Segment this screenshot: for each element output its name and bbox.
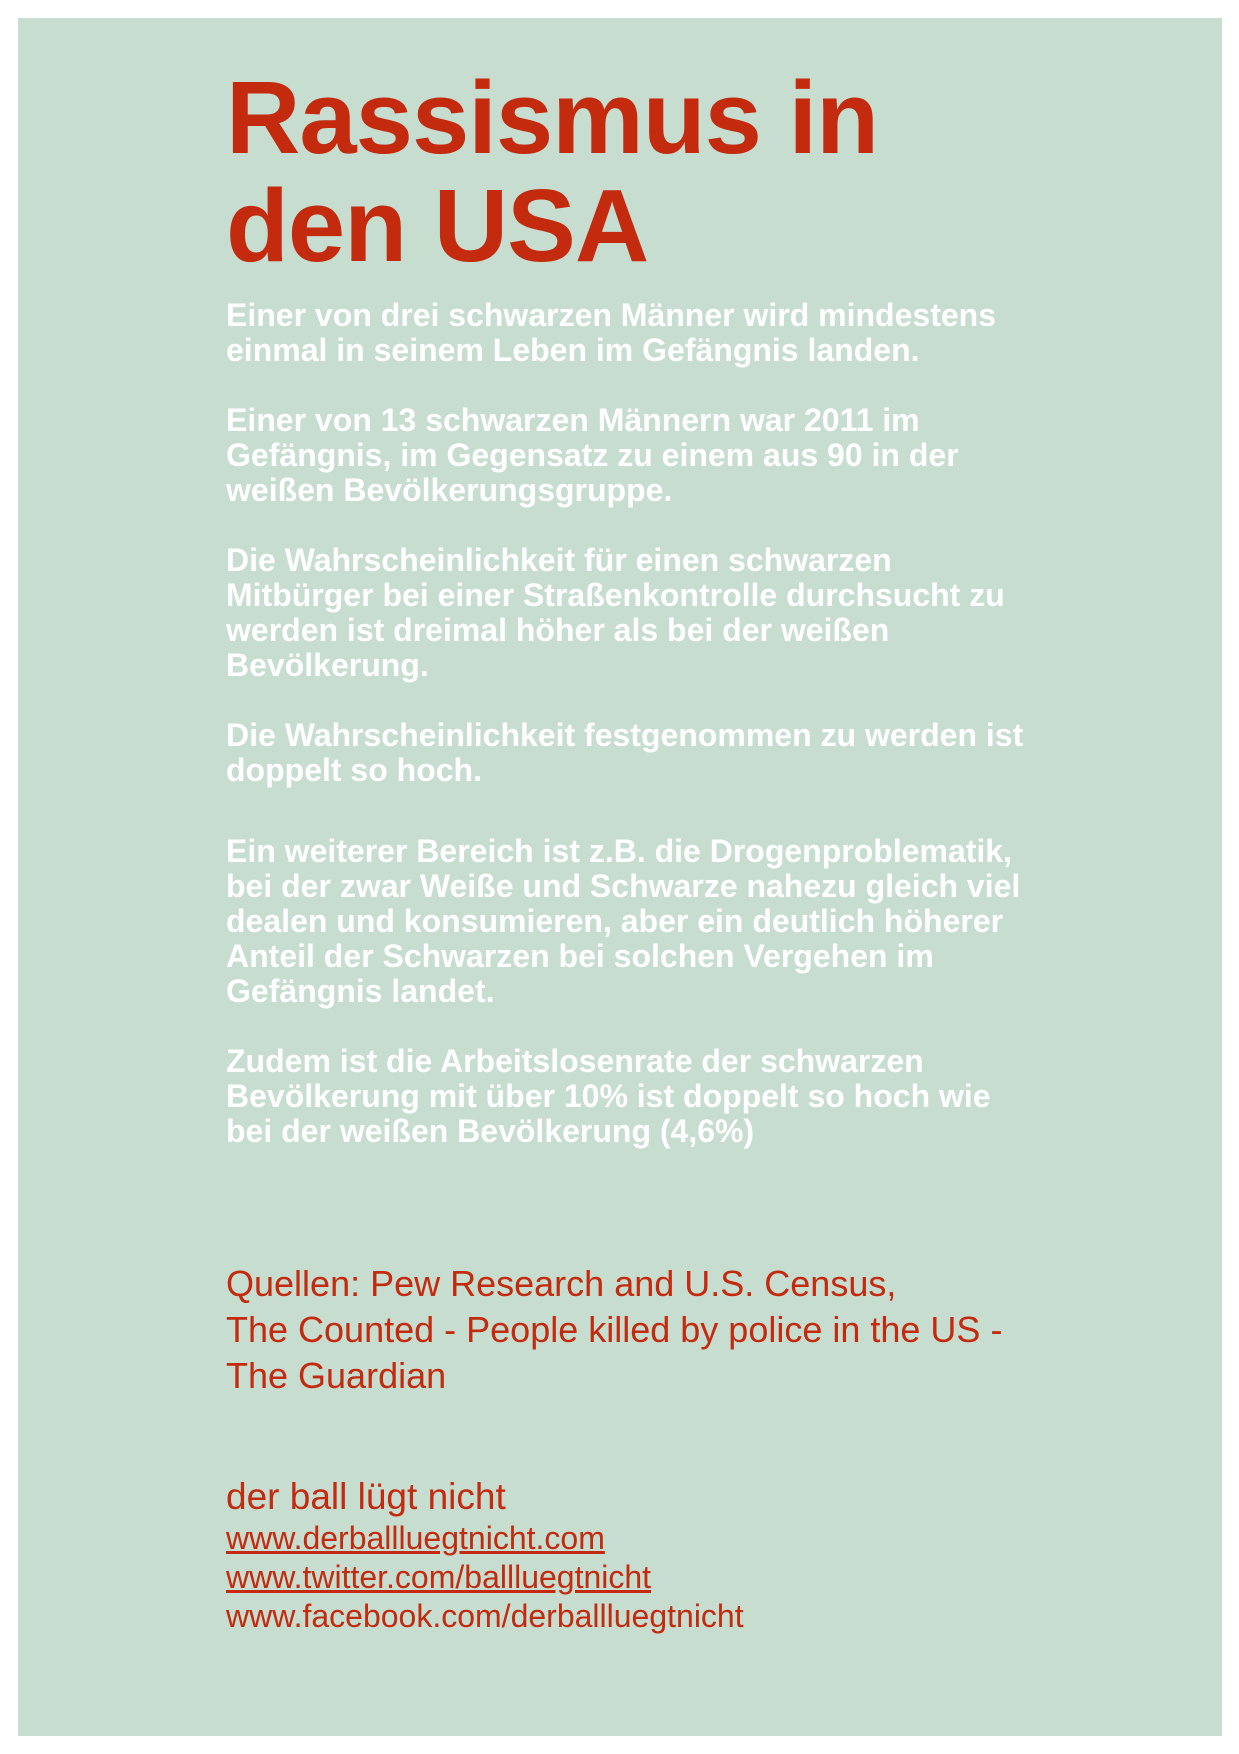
poster — [18, 18, 1222, 1736]
twitter-link[interactable]: www.twitter.com/ballluegtnicht — [226, 1559, 652, 1595]
text-line: einmal in seinem Leben im Gefängnis landen. — [226, 332, 920, 368]
facebook-link[interactable]: www.facebook.com/derballluegtnicht — [226, 1598, 744, 1634]
text-line: Die Wahrscheinlichkeit festgenommen zu werden ist — [226, 717, 1024, 753]
text-line: bei der weißen Bevölkerung (4,6%) — [226, 1113, 755, 1149]
text-line: dealen und konsumieren, aber ein deutlich höherer — [226, 903, 1004, 939]
sources-line: The Guardian — [226, 1355, 447, 1396]
text-line: Zudem ist die Arbeitslosenrate der schwarzen — [226, 1043, 924, 1079]
text-line: weißen Bevölkerungsgruppe. — [226, 472, 673, 508]
text-line: Gefängnis, im Gegensatz zu einem aus 90 in der — [226, 437, 959, 473]
text-line: Einer von 13 schwarzen Männern war 2011 im — [226, 402, 920, 438]
sources-section — [226, 1261, 1186, 1399]
fact-paragraph — [226, 403, 1186, 508]
text-line: Gefängnis landet. — [226, 973, 495, 1009]
fact-paragraph — [226, 298, 1186, 368]
title-line: den USA — [226, 168, 649, 283]
text-line: doppelt so hoch. — [226, 752, 482, 788]
website-link[interactable]: www.derballluegtnicht.com — [226, 1520, 605, 1556]
fact-paragraph — [226, 1044, 1186, 1149]
text-line: Die Wahrscheinlichkeit für einen schwarzen — [226, 542, 892, 578]
sources-line: The Counted - People killed by police in the US - — [226, 1309, 1003, 1350]
fact-paragraph — [226, 834, 1186, 1009]
text-line: werden ist dreimal höher als bei der weißen — [226, 612, 890, 648]
text-line: Bevölkerung mit über 10% ist doppelt so hoch wie — [226, 1078, 991, 1114]
text-line: Einer von drei schwarzen Männer wird mindestens — [226, 297, 996, 333]
page-title — [226, 60, 1186, 283]
poster-content — [226, 60, 1186, 1636]
brand-name: der ball lügt nicht — [226, 1476, 506, 1517]
brand-section — [226, 1475, 1186, 1636]
text-line: bei der zwar Weiße und Schwarze nahezu gleich viel — [226, 868, 1021, 904]
text-line: Ein weiterer Bereich ist z.B. die Drogenproblematik, — [226, 833, 1012, 869]
title-line: Rassismus in — [226, 60, 879, 175]
fact-paragraph — [226, 718, 1186, 788]
text-line: Anteil der Schwarzen bei solchen Vergehen im — [226, 938, 934, 974]
text-line: Bevölkerung. — [226, 647, 429, 683]
sources-line: Quellen: Pew Research and U.S. Census, — [226, 1263, 897, 1304]
text-line: Mitbürger bei einer Straßenkontrolle durchsucht zu — [226, 577, 1005, 613]
facts-section — [226, 298, 1186, 1149]
fact-paragraph — [226, 543, 1186, 683]
